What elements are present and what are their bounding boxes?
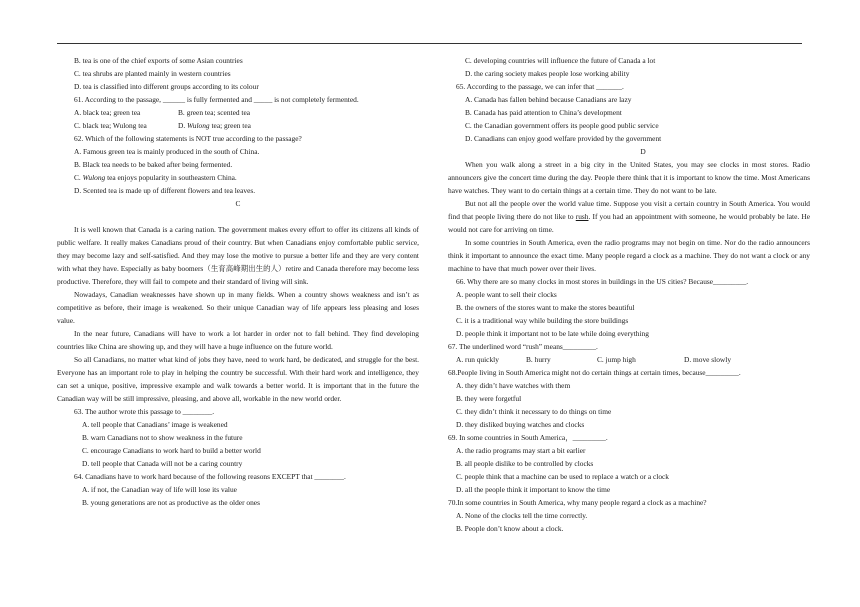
option-text: D. Scented tea is made up of different flowers and tea leaves. [74,186,256,195]
passage-paragraph: It is well known that Canada is a caring nation. The government makes every effort to offer its citizens all kinds of public welfare. It really makes Canadians proud of their country. But when Canadians enjoy comfortable public service, they may become lazy and self-satisfied. And they may lose the motive to pursue a better life and they are very content with what they have. Especially as baby boomers（生育高峰期出生的人）retire and Canada therefore may become less productive. Therefore, they will fail to compete and their standard of living will sink. [57,225,419,286]
option-text: A. they didn’t have watches with them [456,381,571,390]
option-text: D. the caring society makes people lose working ability [465,69,630,78]
q61-options-row1 [57,106,419,119]
question-63: 63. The author wrote this passage to ________. [74,407,215,416]
option-text: C. people think that a machine can be used to replace a watch or a clock [456,472,670,481]
option-text: C. it is a traditional way while building the store buildings [456,316,629,325]
option-text: D. [178,121,188,130]
option-text: A. tell people that Canadians’ image is weakened [82,420,228,429]
section-heading: C [235,199,241,208]
passage-paragraph: So all Canadians, no matter what kind of jobs they have, need to work hard, be dedicated, and struggle for the best. Everyone has an important role to play in helping the country be successful. With their hard work and intelligence, they can set a unique, positive, impressive example and walk towards a better world. It is important that in the future the Canadian way will be still impressive, pleasing, and above all, workable in the new world order. [57,355,419,403]
header-rule [57,43,802,44]
option-text: D. Canadians can enjoy good welfare provided by the government [465,134,662,143]
option-text: B. all people dislike to be controlled by clocks [456,459,594,468]
q67-options [448,353,810,366]
option-text: B. tea is one of the chief exports of some Asian countries [74,56,243,65]
option-italic: Wulong [187,121,210,130]
option-text: B. green tea; scented tea [178,108,251,117]
question-65: 65. According to the passage, we can infer that _______. [456,82,624,91]
option-text: D. tea is classified into different groups according to its colour [74,82,259,91]
option-text: B. they were forgetful [456,394,522,403]
option-text: A. people want to sell their clocks [456,290,557,299]
paragraph-text: But not all the people over the world value time. Suppose you visit a certain country in South America. You would find that people living there do not like to [448,199,810,221]
option-text: B. People don’t know about a clock. [456,524,564,533]
option-text: C. encourage Canadians to work hard to build a better world [82,446,261,455]
right-column [448,54,810,535]
option-text: C. tea shrubs are planted mainly in western countries [74,69,231,78]
question-66: 66. Why there are so many clocks in most stores in buildings in the US cities? Because_________. [456,277,749,286]
section-heading: D [640,147,646,156]
option-text [57,171,419,184]
option-text: A. run quickly [456,355,499,364]
left-column [57,54,419,509]
option-text: D. they disliked buying watches and clocks [456,420,585,429]
paragraph-text: . If you had an appointment with someone, he would probably be late. He would not care for arriving on time. [448,212,811,234]
option-text: C. black tea; Wulong tea [74,121,147,130]
q61-options-row2 [57,119,419,132]
option-text: D. tell people that Canada will not be a caring country [82,459,243,468]
option-text: C. developing countries will influence the future of Canada a lot [465,56,656,65]
option-text: B. the owners of the stores want to make the stores beautiful [456,303,635,312]
option-text: B. young generations are not as productive as the older ones [82,498,260,507]
option-text: B. Black tea needs to be baked after being fermented. [74,160,233,169]
option-text: B. Canada has paid attention to China’s development [465,108,622,117]
option-italic: Wulong [82,173,106,182]
option-text: C. jump high [597,355,636,364]
question-70: 70.In some countries in South America, why many people regard a clock as a machine? [448,498,707,507]
option-text: A. black tea; green tea [74,108,141,117]
passage-paragraph: In the near future, Canadians will have to work a lot harder in order not to fall behind. They find developing countries like China are showing up, and they will have a huge influence on the future world. [57,329,419,351]
question-64: 64. Canadians have to work hard because of the following reasons EXCEPT that ________. [74,472,346,481]
option-text: A. Famous green tea is mainly produced in the south of China. [74,147,260,156]
option-text: C. [74,173,83,182]
option-text: D. all the people think it important to know the time [456,485,611,494]
option-text: A. if not, the Canadian way of life will lose its value [82,485,237,494]
question-69: 69. In some countries in South America，_________. [448,433,608,442]
option-text: A. the radio programs may start a bit earlier [456,446,586,455]
passage-paragraph: Nowadays, Canadian weaknesses have shown up in many fields. When a country shows weakness and isn’t as competitive as before, their image is weakened. So their unique Canadian way of life appears less pleasing and loses value. [57,290,419,325]
question-68: 68.People living in South America might not do certain things at certain times, because_________. [448,368,741,377]
option-text: A. None of the clocks tell the time correctly. [456,511,588,520]
option-text: C. the Canadian government offers its people good public service [465,121,659,130]
option-text: A. Canada has fallen behind because Canadians are lazy [465,95,632,104]
option-text: tea enjoys popularity in southeastern China. [105,173,237,182]
option-text: tea; green tea [209,121,251,130]
passage-paragraph: In some countries in South America, even the radio programs may not begin on time. Nor do the radio announcers think it important to announce the exact time. Many people regard a clock as a machine. They do not want a clock or any machine to have that much power over their lives. [448,238,810,273]
option-text: B. hurry [526,355,551,364]
option-text: B. warn Canadians not to show weakness in the future [82,433,243,442]
option-text: D. people think it important not to be late while doing everything [456,329,649,338]
passage-paragraph [448,197,810,236]
question-67: 67. The underlined word “rush” means_________. [448,342,598,351]
question-62: 62. Which of the following statements is NOT true according to the passage? [74,134,302,143]
question-61: 61. According to the passage, ______ is fully fermented and _____ is not completely fermented. [74,95,359,104]
underlined-word: rush [575,212,589,221]
passage-paragraph: When you walk along a street in a big city in the United States, you may see clocks in most stores. Radio announcers give the concert time during the day. People there think that it is important to know the time. Most Americans have watches. They want to do certain things at a certain time. They do not want to be late. [448,160,810,195]
option-text: D. move slowly [684,355,732,364]
spacer [57,210,419,223]
option-text: C. they didn’t think it necessary to do things on time [456,407,612,416]
